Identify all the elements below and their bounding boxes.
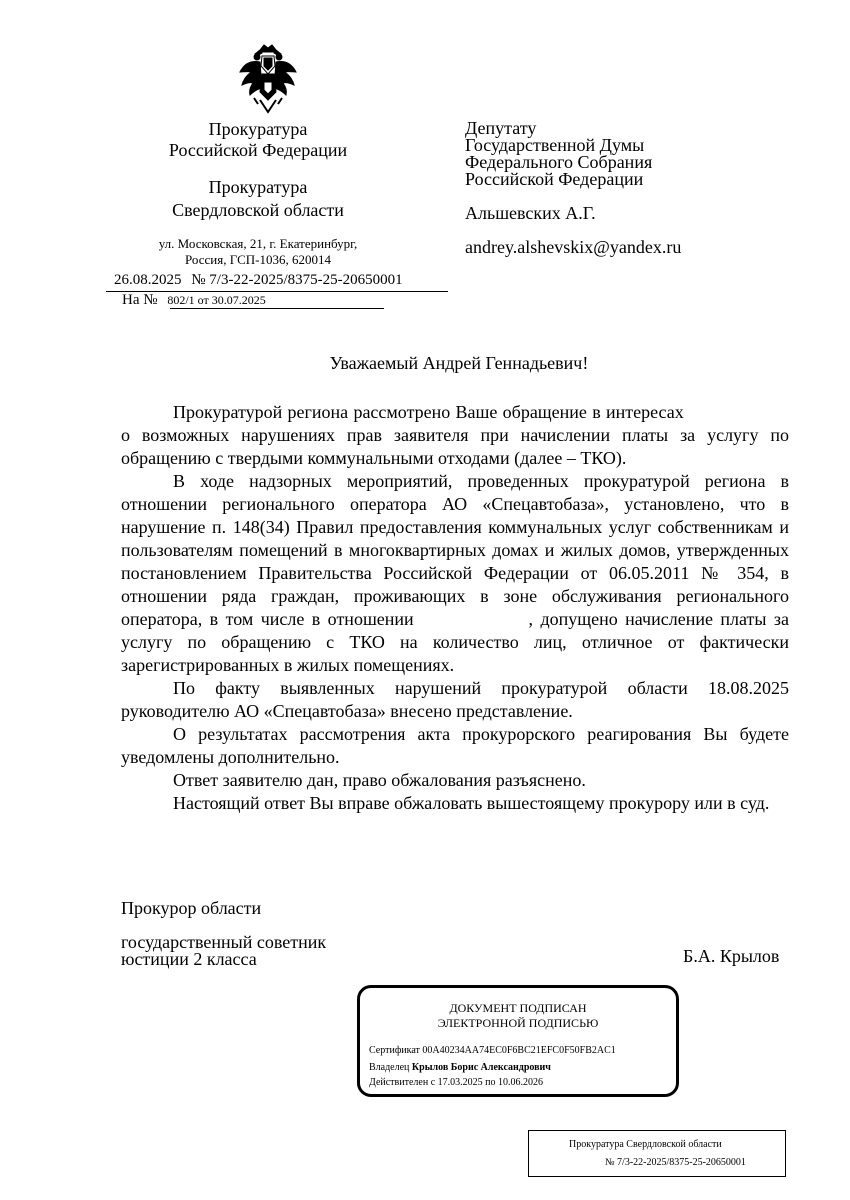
org-name-block xyxy=(158,119,358,161)
recipient-line3: Федерального Собрания xyxy=(465,152,653,172)
recipient-line1: Депутату xyxy=(465,118,537,138)
electronic-signature-stamp xyxy=(357,985,679,1097)
stamp-valid-to-label: по xyxy=(485,1077,496,1088)
signatory-rank-line1: государственный советник xyxy=(121,932,327,952)
paragraph-5: Ответ заявителю дан, право обжалования разъяснено. xyxy=(173,770,586,790)
reference-row xyxy=(122,292,266,309)
paragraph-3: По факту выявленных нарушений прокуратурой области 18.08.2025 руководителю АО «Спецавтобаза» внесено представление. xyxy=(121,678,789,721)
signatory-rank xyxy=(121,934,326,968)
recipient-block xyxy=(465,120,652,188)
reference-value: 802/1 от 30.07.2025 xyxy=(167,293,266,307)
coat-of-arms-emblem xyxy=(238,42,298,116)
org-line2: Российской Федерации xyxy=(168,140,348,160)
stamp-valid-label: Действителен с xyxy=(369,1077,436,1088)
stamp-validity xyxy=(369,1077,543,1088)
stamp-title-line2: ЭЛЕКТРОННОЙ ПОДПИСЬЮ xyxy=(437,1016,599,1030)
signatory-rank-line2: юстиции 2 класса xyxy=(121,949,257,969)
body-text xyxy=(121,401,789,815)
registration-box xyxy=(528,1130,786,1177)
stamp-certificate xyxy=(369,1045,616,1056)
outgoing-date-number xyxy=(114,272,403,289)
paragraph-2 xyxy=(121,470,789,677)
registration-number: № 7/3-22-2025/8375-25-20650001 xyxy=(605,1157,746,1168)
recipient-name: Альшевских А.Г. xyxy=(465,203,596,223)
sub-org-line1: Прокуратура xyxy=(208,177,308,197)
address-line2: Россия, ГСП-1036, 620014 xyxy=(185,252,331,267)
reference-underline xyxy=(170,308,384,309)
stamp-certificate-value: 00A40234AA74EC0F6BC21EFC0F50FB2AC1 xyxy=(422,1045,616,1056)
org-line1: Прокуратура xyxy=(208,119,308,139)
paragraph-2-start: В ходе надзорных мероприятий, проведенных прокуратурой региона в отношении регионального оператора АО «Спецавтобаза», установлено, что в нарушение п. 148(34) Правил предоставления коммунальных услуг собственникам и пользователям помещений в многоквартирных домах и жилых домов, утвержденных постановлением Правительства Российской Федерации от 06.05.2011 № 354, в отношении ряда граждан, проживающих в зоне обслуживания регионального оператора, в том числе в отношении xyxy=(121,471,789,629)
outgoing-date: 26.08.2025 xyxy=(114,272,182,288)
paragraph-1 xyxy=(121,401,789,470)
stamp-owner-label: Владелец xyxy=(369,1062,410,1073)
recipient-email: andrey.alshevskix@yandex.ru xyxy=(465,237,682,257)
recipient-line4: Российской Федерации xyxy=(465,169,644,189)
stamp-owner xyxy=(369,1062,551,1073)
signatory-name: Б.А. Крылов xyxy=(683,946,780,966)
stamp-title-line1: ДОКУМЕНТ ПОДПИСАН xyxy=(449,1001,587,1015)
registration-org: Прокуратура Свердловской области xyxy=(569,1139,722,1150)
paragraph-1-start: Прокуратурой региона рассмотрено Ваше обращение в интересах xyxy=(173,402,684,422)
address-line1: ул. Московская, 21, г. Екатеринбург, xyxy=(158,236,358,251)
stamp-valid-from: 17.03.2025 xyxy=(437,1077,483,1088)
recipient-line2: Государственной Думы xyxy=(465,135,645,155)
sub-org-line2: Свердловской области xyxy=(172,200,344,220)
greeting: Уважаемый Андрей Геннадьевич! xyxy=(329,353,589,373)
stamp-certificate-label: Сертификат xyxy=(369,1045,420,1056)
sub-org-block xyxy=(158,177,358,221)
stamp-title xyxy=(360,1001,676,1031)
paragraph-6: Настоящий ответ Вы вправе обжаловать вышестоящему прокурору или в суд. xyxy=(173,793,770,813)
paragraph-4: О результатах рассмотрения акта прокурорского реагирования Вы будете уведомлены дополнительно. xyxy=(121,724,789,767)
outgoing-number: № 7/3-22-2025/8375-25-20650001 xyxy=(191,272,403,288)
paragraph-2-cont: , допущено начисление платы за услугу по обращению с ТКО на количество лиц, отличное от фактически зарегистрированных в жилых помещениях. xyxy=(121,609,789,675)
reference-label: На № xyxy=(122,292,158,308)
signatory-position: Прокурор области xyxy=(121,898,262,918)
stamp-valid-to: 10.06.2026 xyxy=(498,1077,544,1088)
paragraph-1-cont: о возможных нарушениях прав заявителя при начислении платы за услугу по обращению с твердыми коммунальными отходами (далее – ТКО). xyxy=(121,425,789,468)
stamp-owner-value: Крылов Борис Александрович xyxy=(411,1062,551,1073)
address-block xyxy=(128,236,388,268)
